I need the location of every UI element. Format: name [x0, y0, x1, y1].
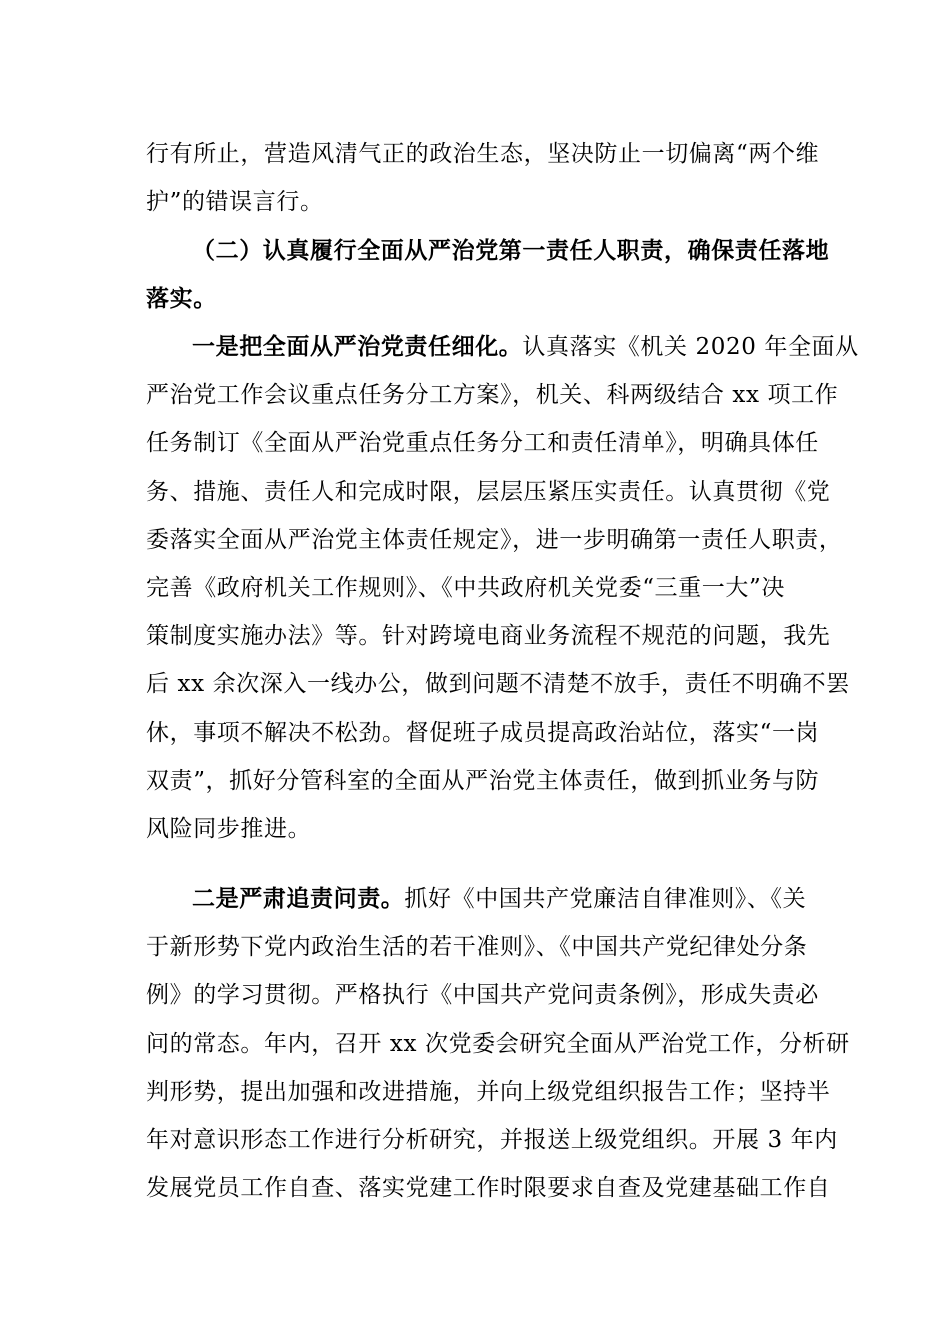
text-line: 完善《政府机关工作规则》、《中共政府机关党委“三重一大”决 — [146, 575, 785, 602]
text-line: 严治党工作会议重点任务分工方案》，机关、科两级结合 xx 项工作 — [146, 382, 839, 409]
text-line: 例》的学习贯彻。严格执行《中国共产党问责条例》，形成失责必 — [146, 982, 819, 1009]
text-line: 于新形势下党内政治生活的若干准则》、《中国共产党纪律处分条 — [146, 934, 808, 961]
text-line: 风险同步推进。 — [146, 816, 312, 843]
text-line: 策制度实施办法》等。针对跨境电商业务流程不规范的问题，我先 — [146, 623, 831, 650]
paragraph-continuation — [146, 130, 820, 226]
paragraph-point-one — [146, 323, 859, 853]
text-line: 休，事项不解决不松劲。督促班子成员提高政治站位，落实“一岗 — [146, 719, 820, 746]
text-line: 发展党员工作自查、落实党建工作时限要求自查及党建基础工作自 — [146, 1175, 831, 1202]
heading-line: 落实。 — [146, 285, 217, 313]
point-lead: 二是严肃追责问责。 — [192, 885, 405, 912]
text-line — [146, 323, 859, 371]
point-lead: 一是把全面从严治党责任细化。 — [192, 333, 523, 360]
text-line: 年对意识形态工作进行分析研究，并报送上级党组织。开展 3 年内 — [146, 1127, 838, 1154]
text-line: 双责”，抓好分管科室的全面从严治党主体责任，做到抓业务与防 — [146, 767, 820, 794]
text-line — [146, 875, 806, 923]
text-line: 问的常态。年内，召开 xx 次党委会研究全面从严治党工作，分析研 — [146, 1030, 850, 1057]
point-text: 抓好《中国共产党廉洁自律准则》、《关 — [404, 886, 807, 912]
text-line: 任务制订《全面从严治党重点任务分工和责任清单》，明确具体任 — [146, 430, 819, 457]
text-line: 务、措施、责任人和完成时限，层层压紧压实责任。认真贯彻《党 — [146, 478, 831, 505]
text-line: 后 xx 余次深入一线办公，做到问题不清楚不放手，责任不明确不罢 — [146, 671, 850, 698]
paragraph-point-two — [146, 875, 850, 1212]
text-line: 护”的错误言行。 — [146, 189, 324, 216]
text-line: 委落实全面从严治党主体责任规定》，进一步明确第一责任人职责， — [146, 526, 843, 553]
text-line: 判形势，提出加强和改进措施，并向上级党组织报告工作；坚持半 — [146, 1078, 831, 1105]
point-text: 认真落实《机关 2020 年全面从 — [522, 334, 859, 360]
section-heading — [146, 227, 830, 323]
heading-line: （二）认真履行全面从严治党第一责任人职责，确保责任落地 — [192, 237, 830, 264]
text-line: 行有所止，营造风清气正的政治生态，坚决防止一切偏离“两个维 — [146, 141, 820, 167]
